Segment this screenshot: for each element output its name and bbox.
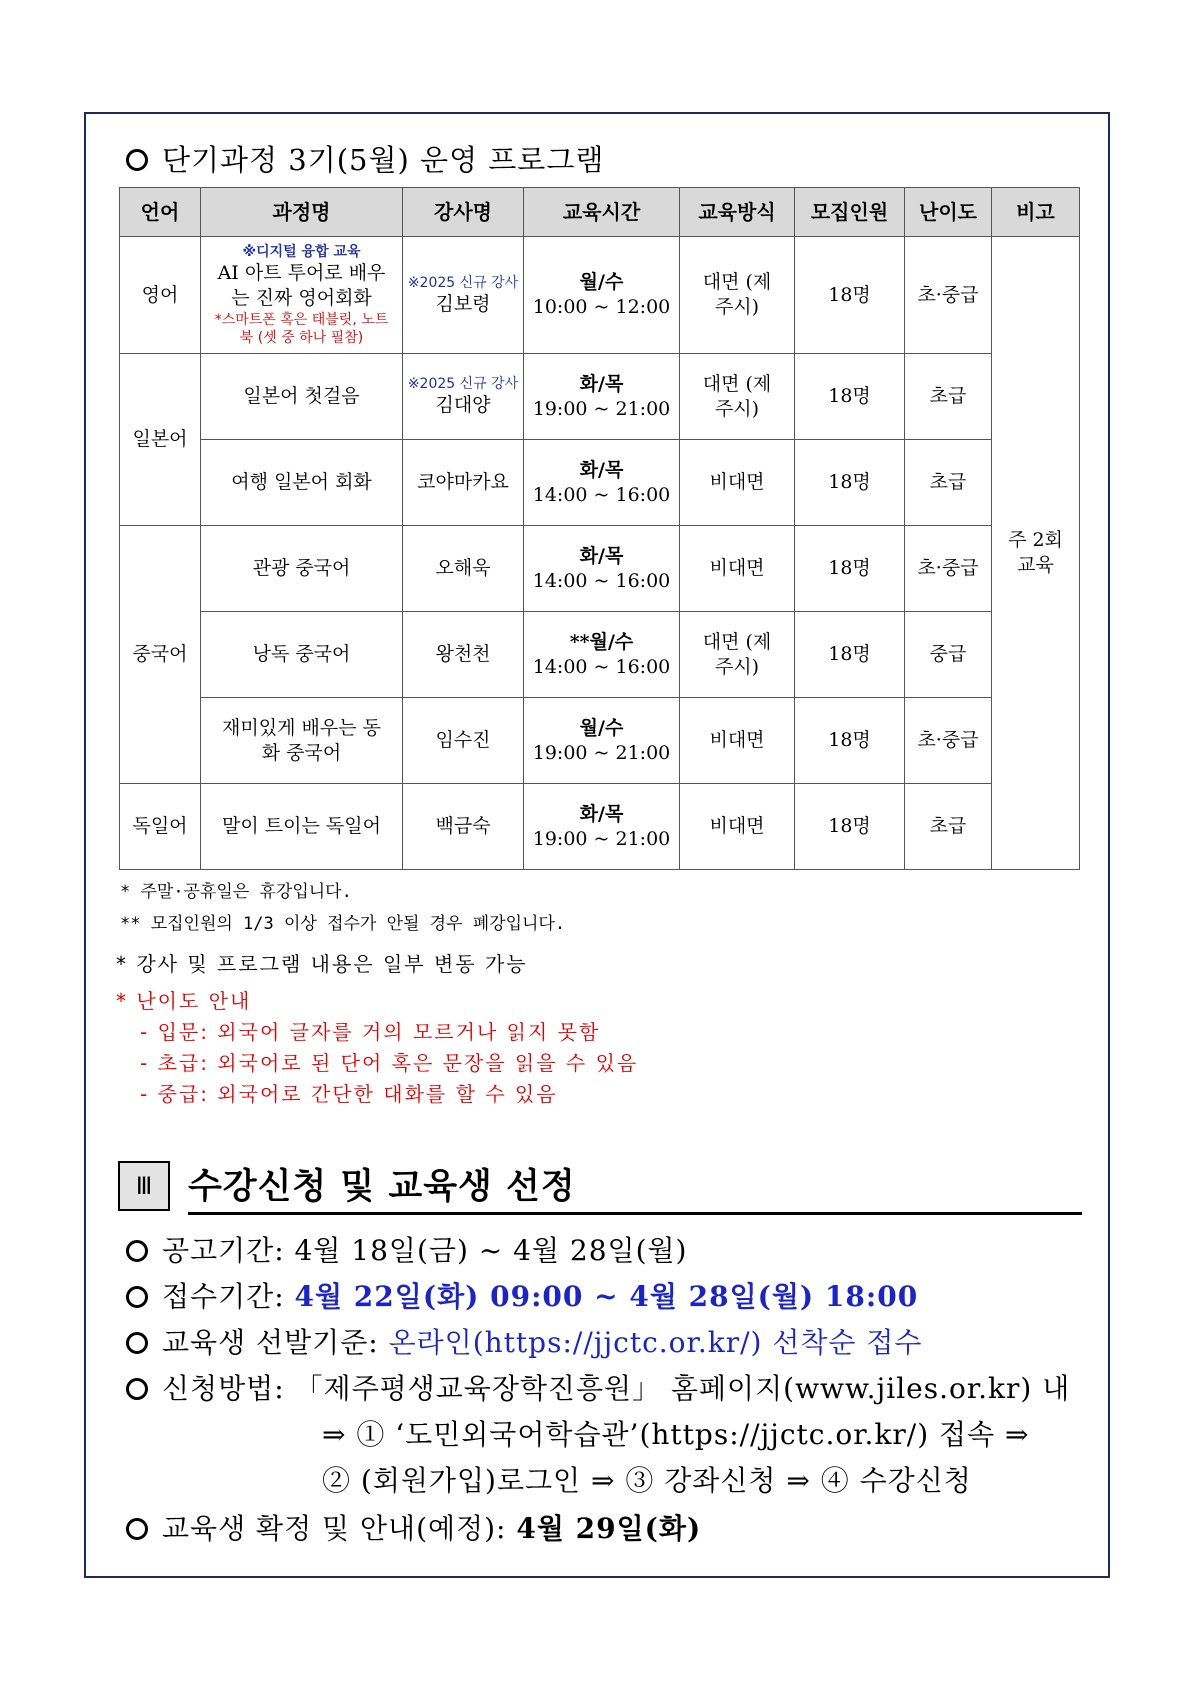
instructor-cell — [403, 237, 524, 354]
item-label: 교육생 선발기준: — [162, 1326, 389, 1359]
difficulty-title: * 난이도 안내 — [116, 989, 252, 1013]
method-cell: 비대면 — [680, 784, 795, 870]
table-row — [120, 698, 1080, 784]
section3-header — [118, 1159, 1078, 1215]
item-value: 4월 29일(화) — [516, 1512, 702, 1545]
instructor-name: 김보령 — [435, 292, 491, 315]
level-cell: 초·중급 — [905, 237, 992, 354]
hours: 14:00 ~ 16:00 — [532, 569, 671, 592]
circle-bullet-icon — [126, 1286, 148, 1308]
item-label: 접수기간: — [162, 1280, 295, 1313]
hours: 19:00 ~ 21:00 — [532, 827, 671, 850]
difficulty-item: - 중급: 외국어로 간단한 대화를 할 수 있음 — [140, 1082, 558, 1106]
item-value: 4월 22일(화) 09:00 ~ 4월 28일(월) 18:00 — [294, 1280, 919, 1313]
course-cell: 일본어 첫걸음 — [201, 354, 403, 440]
table-header-row — [120, 188, 1080, 237]
item-value: 4월 18일(금) ~ 4월 28일(월) — [294, 1234, 688, 1267]
header-course: 과정명 — [201, 188, 403, 237]
days: 월/수 — [579, 716, 624, 739]
circle-bullet-icon — [126, 149, 148, 171]
section1-heading — [126, 138, 604, 179]
hours: 19:00 ~ 21:00 — [532, 741, 671, 764]
capacity-cell: 18명 — [795, 612, 905, 698]
item-value: 「제주평생교육장학진흥원」 홈페이지(www.jiles.or.kr) 내 — [294, 1372, 1071, 1405]
course-cell: 관광 중국어 — [201, 526, 403, 612]
circle-bullet-icon — [126, 1518, 148, 1540]
circle-bullet-icon — [126, 1332, 148, 1354]
item-label: 신청방법: — [162, 1372, 295, 1405]
item-value: 온라인(https://jjctc.or.kr/) 선착순 접수 — [388, 1326, 923, 1359]
course-cell: 여행 일본어 회화 — [201, 440, 403, 526]
course-note-bottom: *스마트폰 혹은 태블릿, 노트북 (셋 중 하나 필참) — [214, 311, 389, 346]
course-cell: 말이 트이는 독일어 — [201, 784, 403, 870]
capacity-cell: 18명 — [795, 784, 905, 870]
section-underline — [188, 1212, 1082, 1215]
table-row — [120, 612, 1080, 698]
method-cell: 비대면 — [680, 526, 795, 612]
capacity-cell: 18명 — [795, 440, 905, 526]
hours: 14:00 ~ 16:00 — [532, 655, 671, 678]
capacity-cell: 18명 — [795, 698, 905, 784]
level-cell: 초급 — [905, 784, 992, 870]
time-cell — [524, 784, 680, 870]
days: **월/수 — [569, 630, 634, 653]
time-cell — [524, 526, 680, 612]
item-label: 교육생 확정 및 안내(예정): — [162, 1512, 517, 1545]
difficulty-item: - 입문: 외국어 글자를 거의 모르거나 읽지 못함 — [140, 1020, 601, 1044]
header-capacity: 모집인원 — [795, 188, 905, 237]
table-row — [120, 526, 1080, 612]
level-cell: 중급 — [905, 612, 992, 698]
level-cell: 초·중급 — [905, 526, 992, 612]
header-language: 언어 — [120, 188, 201, 237]
time-cell — [524, 612, 680, 698]
course-name: AI 아트 투어로 배우는 진짜 영어회화 — [217, 262, 386, 309]
header-level: 난이도 — [905, 188, 992, 237]
capacity-cell: 18명 — [795, 354, 905, 440]
instructor-note: ※2025 신규 강사 — [407, 376, 519, 393]
header-method: 교육방식 — [680, 188, 795, 237]
instructor-cell: 백금숙 — [403, 784, 524, 870]
instructor-cell: 코야마카요 — [403, 440, 524, 526]
instructor-note: ※2025 신규 강사 — [407, 274, 519, 291]
section-number: Ⅲ — [118, 1161, 170, 1211]
days: 월/수 — [579, 271, 624, 294]
section1-title: 단기과정 3기(5월) 운영 프로그램 — [162, 143, 605, 177]
header-remark: 비고 — [992, 188, 1080, 237]
course-cell: 재미있게 배우는 동화 중국어 — [201, 698, 403, 784]
header-instructor: 강사명 — [403, 188, 524, 237]
table-row — [120, 354, 1080, 440]
remark-cell: 주 2회 교육 — [992, 237, 1080, 870]
disclaimer: * 강사 및 프로그램 내용은 일부 변동 가능 — [116, 952, 528, 976]
time-cell — [524, 354, 680, 440]
notice-period-item — [126, 1229, 687, 1269]
capacity-cell: 18명 — [795, 237, 905, 354]
level-cell: 초급 — [905, 354, 992, 440]
circle-bullet-icon — [126, 1378, 148, 1400]
selection-criteria-item — [126, 1321, 922, 1361]
language-cell: 일본어 — [120, 354, 201, 526]
method-cell: 대면 (제주시) — [680, 612, 795, 698]
application-period-item — [126, 1275, 918, 1315]
language-cell: 영어 — [120, 237, 201, 354]
table-row — [120, 784, 1080, 870]
instructor-name: 김대양 — [435, 394, 491, 417]
hours: 14:00 ~ 16:00 — [532, 483, 671, 506]
difficulty-item: - 초급: 외국어로 된 단어 혹은 문장을 읽을 수 있음 — [140, 1051, 639, 1075]
time-cell — [524, 440, 680, 526]
application-steps-line2: ② (회원가입)로그인 ⇒ ③ 강좌신청 ⇒ ④ 수강신청 — [322, 1464, 972, 1497]
application-method-item — [126, 1367, 1070, 1407]
instructor-cell: 임수진 — [403, 698, 524, 784]
level-cell: 초급 — [905, 440, 992, 526]
language-cell: 독일어 — [120, 784, 201, 870]
course-cell — [201, 237, 403, 354]
hours: 19:00 ~ 21:00 — [532, 397, 671, 420]
hours: 10:00 ~ 12:00 — [532, 296, 671, 318]
header-time: 교육시간 — [524, 188, 680, 237]
time-cell — [524, 698, 680, 784]
method-cell: 대면 (제주시) — [680, 237, 795, 354]
program-table — [119, 187, 1080, 870]
days: 화/목 — [579, 802, 624, 825]
method-cell: 비대면 — [680, 698, 795, 784]
time-cell — [524, 237, 680, 354]
section3-title: 수강신청 및 교육생 선정 — [188, 1167, 576, 1207]
confirmation-item — [126, 1507, 701, 1547]
method-cell: 비대면 — [680, 440, 795, 526]
circle-bullet-icon — [126, 1240, 148, 1262]
table-row — [120, 237, 1080, 354]
days: 화/목 — [579, 544, 624, 567]
course-note-top: ※디지털 융합 교육 — [242, 244, 361, 261]
application-steps-line1: ⇒ ① ‘도민외국어학습관’(https://jjctc.or.kr/) 접속 ⇒ — [322, 1418, 1030, 1451]
course-cell: 낭독 중국어 — [201, 612, 403, 698]
item-label: 공고기간: — [162, 1234, 295, 1267]
instructor-cell: 오해욱 — [403, 526, 524, 612]
days: 화/목 — [579, 458, 624, 481]
instructor-cell: 왕천천 — [403, 612, 524, 698]
days: 화/목 — [579, 372, 624, 395]
table-row — [120, 440, 1080, 526]
table-note-holiday: * 주말·공휴일은 휴강입니다. — [120, 882, 352, 902]
language-cell: 중국어 — [120, 526, 201, 784]
capacity-cell: 18명 — [795, 526, 905, 612]
method-cell: 대면 (제주시) — [680, 354, 795, 440]
table-note-cancel: ** 모집인원의 1/3 이상 접수가 안될 경우 폐강입니다. — [120, 914, 566, 934]
level-cell: 초·중급 — [905, 698, 992, 784]
instructor-cell — [403, 354, 524, 440]
